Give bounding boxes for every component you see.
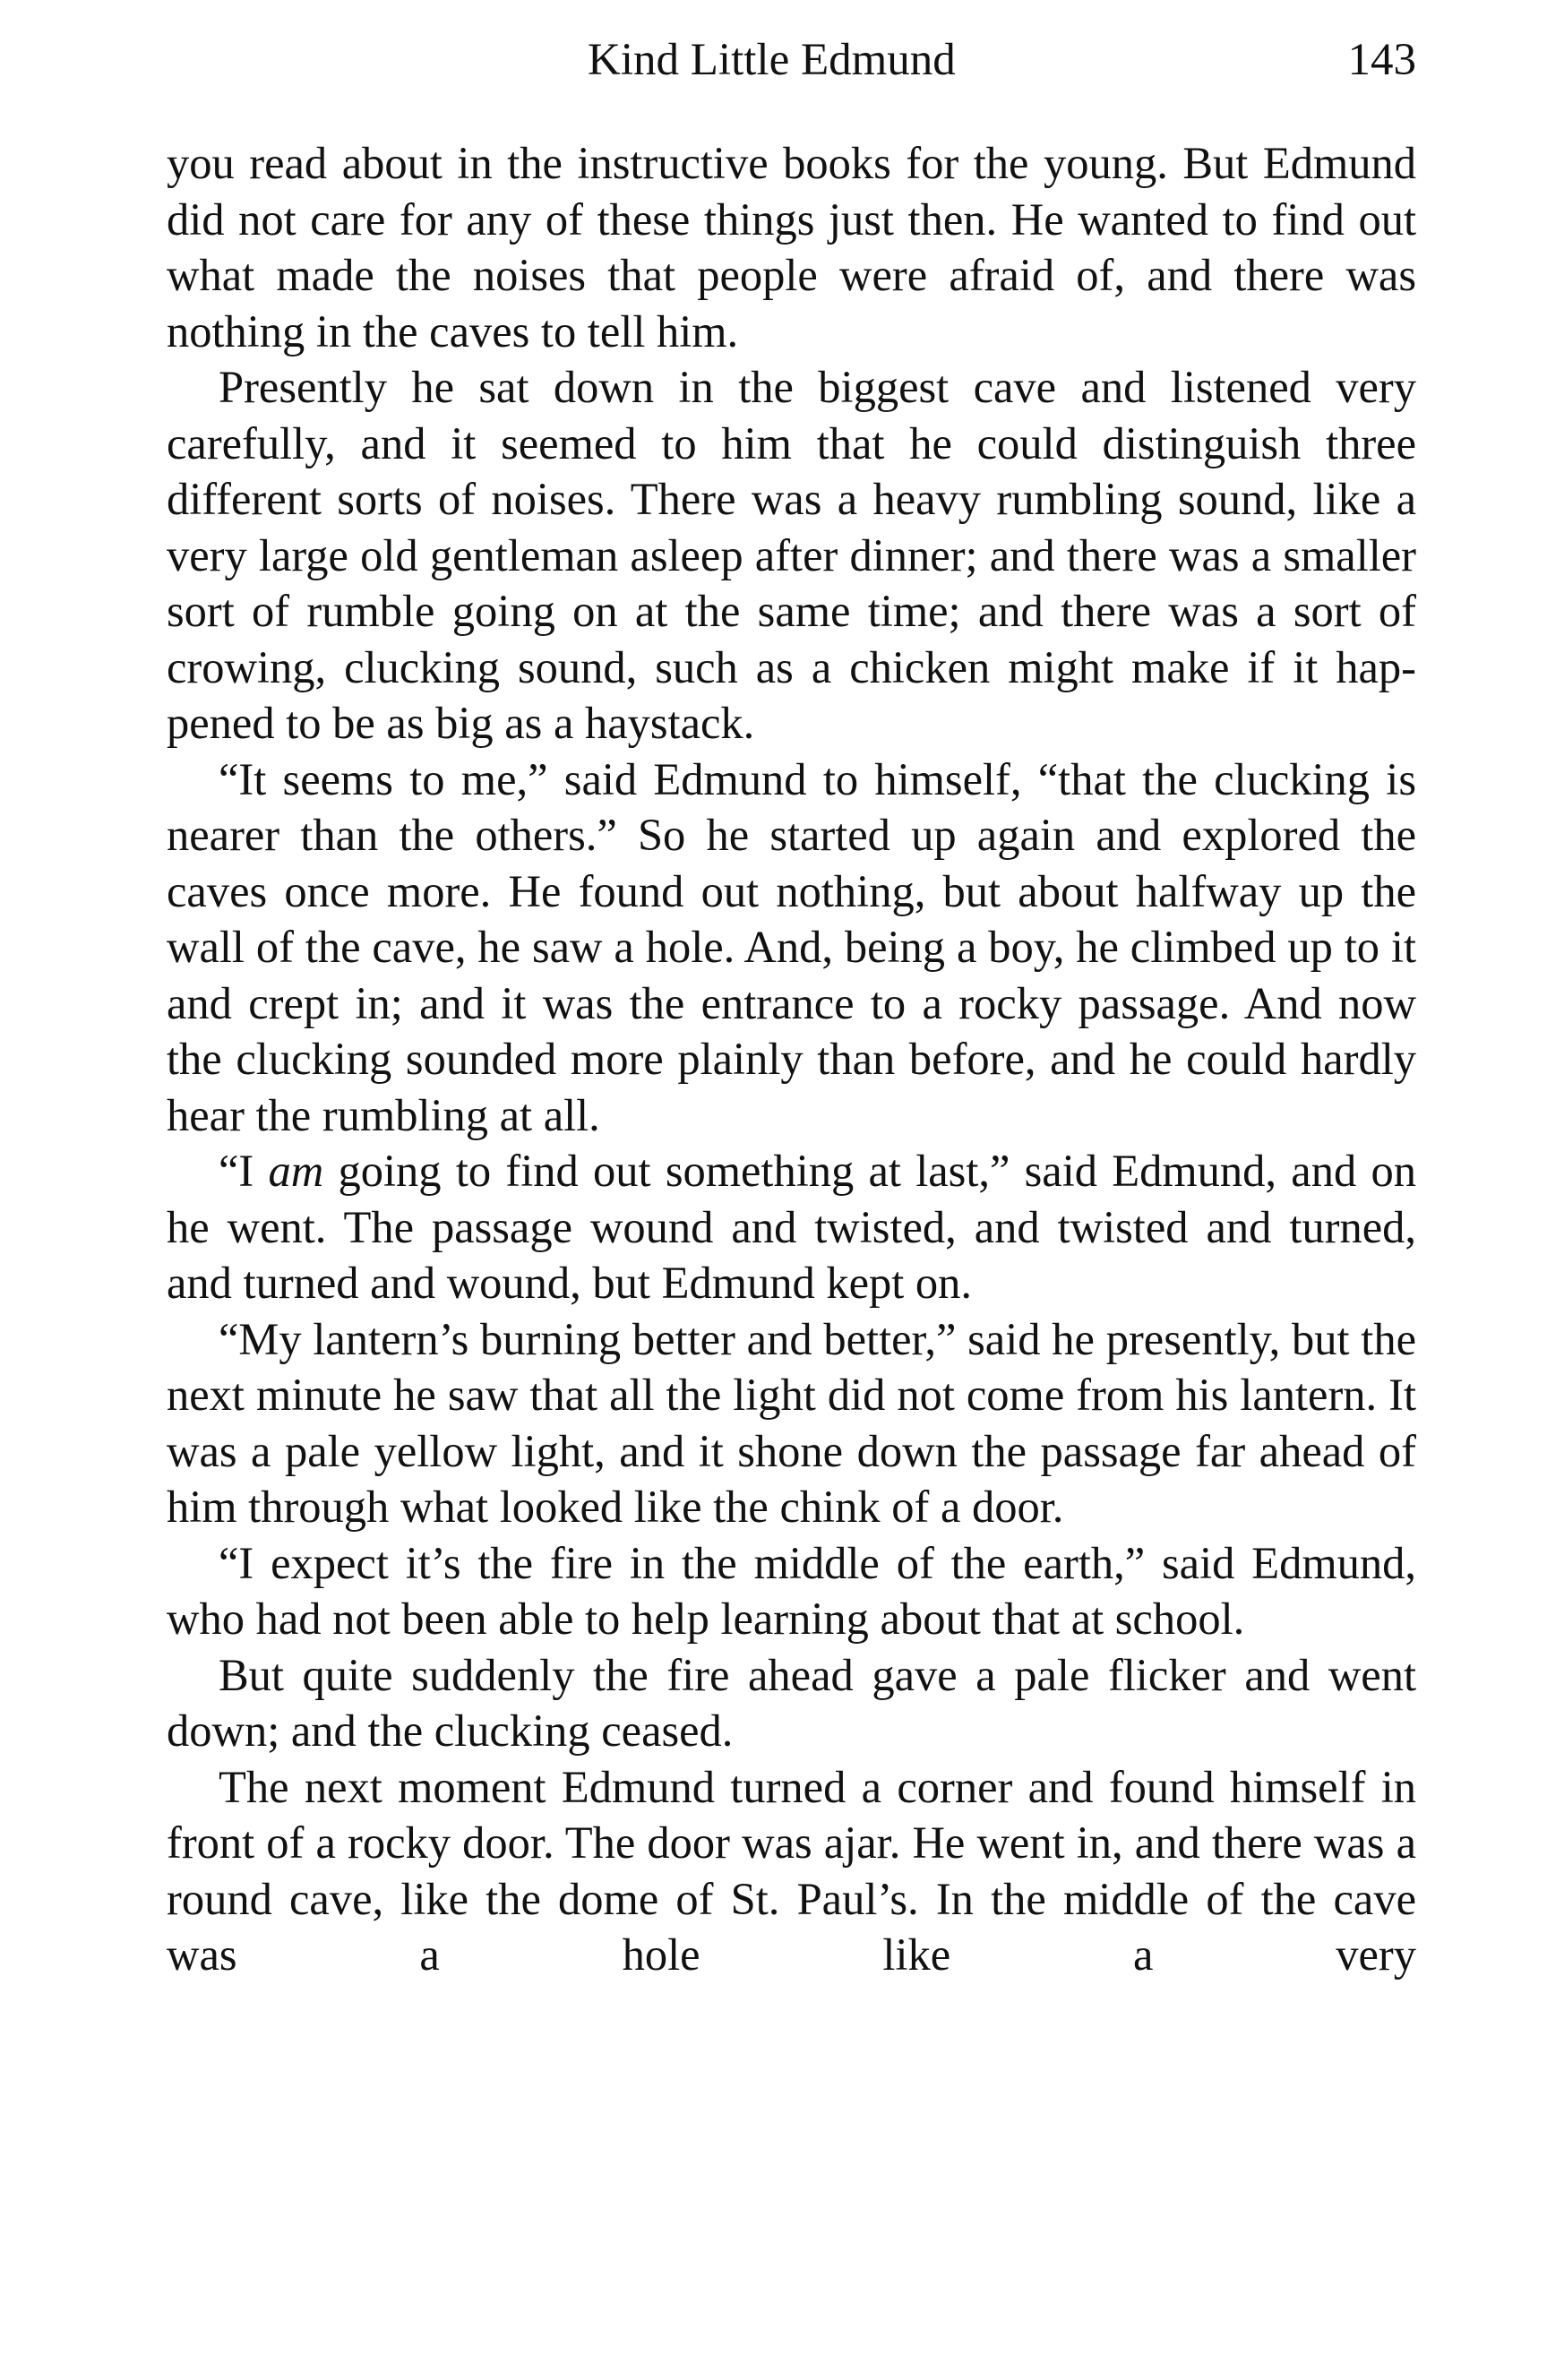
paragraph: you read about in the instructive books for the young. But Edmund did not care for any of these things just then. He wanted to find out what made the noises that people were afraid of, and there was nothing in the caves to tell him. — [167, 138, 1416, 357]
paragraph: The next moment Edmund turned a corner and found himself in front of a rocky door. The door was ajar. He went in, and there was a round cave, like the dome of St. Paul’s. In the middle of the cave was a hole like a very — [167, 1761, 1416, 1980]
paragraph: Presently he sat down in the biggest cave and listened very carefully, and it seemed to him that he could distinguish three different sorts of noises. There was a heavy rumbling sound, like a very large old gentleman asleep after dinner; and there was a smaller sort of rumble going on at the same time; and there was a sort of crowing, clucking sound, such as a chicken might make if it happened to be as big as a haystack. — [167, 362, 1416, 748]
paragraph — [167, 1143, 1416, 1311]
emphasis: am — [268, 1146, 324, 1196]
paragraph: “It seems to me,” said Edmund to himself, “that the clucking is nearer than the others.” So he started up again and explored the caves once more. He found out nothing, but about halfway up the wall of the cave, he saw a hole. And, being a boy, he climbed up to it and crept in; and it was the entrance to a rocky passage. And now the clucking sounded more plainly than before, and he could hardly hear the rumbling at all. — [167, 753, 1416, 1140]
running-title: Kind Little Edmund — [588, 35, 956, 85]
running-head — [167, 34, 1416, 97]
paragraph: “I expect it’s the fire in the middle of the earth,” said Edmund, who had not been able to help learning about that at school. — [167, 1537, 1416, 1644]
page-number: 143 — [1347, 35, 1416, 85]
paragraph: “My lantern’s burning better and better,” said he presently, but the next minute he saw that all the light did not come from his lantern. It was a pale yellow light, and it shone down the passage far ahead of him through what looked like the chink of a door. — [167, 1313, 1416, 1532]
paragraph: But quite suddenly the fire ahead gave a pale flicker and went down; and the clucking ceased. — [167, 1649, 1416, 1756]
paragraph-text: going to find out something at last,” said Edmund, and on he went. The passage wound and twisted, and twisted and turned, and turned and wound, but Edmund kept on. — [167, 1146, 1416, 1308]
body-text — [167, 135, 1416, 1983]
paragraph-text: “I — [219, 1146, 269, 1196]
